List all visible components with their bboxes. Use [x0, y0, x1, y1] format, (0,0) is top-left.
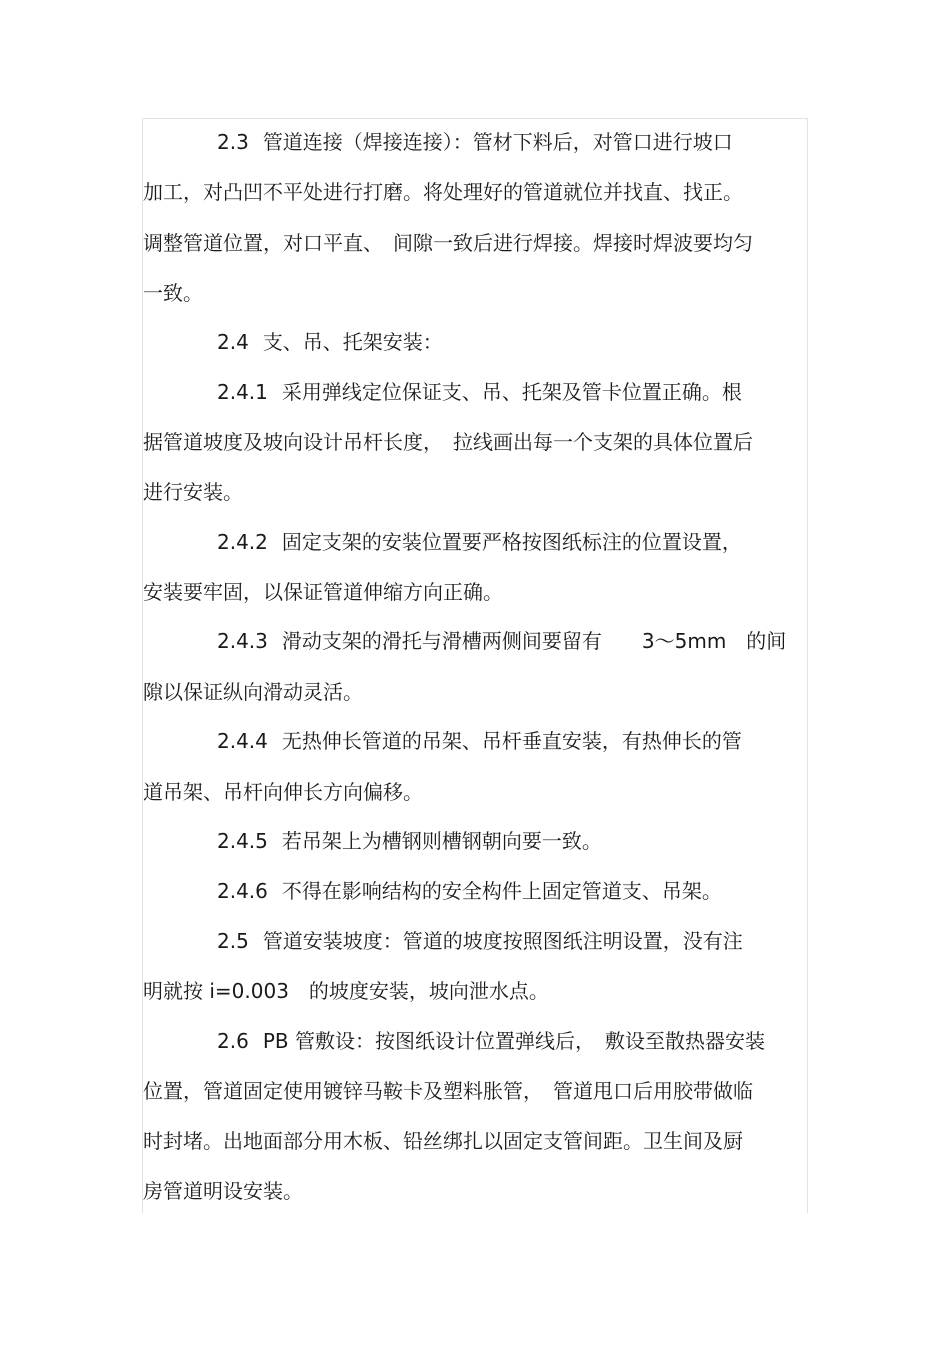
paragraph-2-4-5-line-1 [217, 826, 602, 856]
paragraph-2-3-line-1 [217, 127, 733, 157]
section-number: 2.4.3 [217, 629, 268, 653]
paragraph-text: 无热伸长管道的吊架、吊杆垂直安装，有热伸长的管 [281, 729, 742, 753]
paragraph-2-6-line-4: 房管道明设安装。 [143, 1179, 303, 1203]
paragraph-text: 管道安装坡度：管道的坡度按照图纸注明设置，没有注 [262, 929, 743, 953]
paragraph-2-4-3-line-2: 隙以保证纵向滑动灵活。 [143, 680, 363, 704]
paragraph-text: 不得在影响结构的安全构件上固定管道支、吊架。 [281, 879, 722, 903]
paragraph-text: PB 管敷设：按图纸设计位置弹线后， 敷设至散热器安装 [262, 1029, 765, 1053]
paragraph-2-5-line-2: 明就按 i=0.003 的坡度安装，坡向泄水点。 [143, 979, 549, 1003]
paragraph-2-4-1-line-1 [217, 377, 742, 407]
paragraph-text: 固定支架的安装位置要严格按图纸标注的位置设置， [281, 530, 742, 554]
section-number: 2.5 [217, 929, 249, 953]
paragraph-2-4-2-line-1 [217, 527, 742, 557]
section-number: 2.4 [217, 330, 249, 354]
paragraph-2-4-2-line-2: 安装要牢固，以保证管道伸缩方向正确。 [143, 580, 503, 604]
paragraph-2-4-1-line-3: 进行安装。 [143, 480, 243, 504]
paragraph-text: 采用弹线定位保证支、吊、托架及管卡位置正确。根 [281, 380, 742, 404]
paragraph-2-5-line-1 [217, 926, 743, 956]
section-number: 2.6 [217, 1029, 249, 1053]
paragraph-text: 滑动支架的滑托与滑槽两侧间要留有 3～5mm 的间 [281, 629, 787, 653]
paragraph-2-4-3-line-1 [217, 626, 786, 656]
paragraph-text: 支、吊、托架安装： [262, 330, 443, 354]
section-number: 2.4.1 [217, 380, 268, 404]
paragraph-2-6-line-3: 时封堵。出地面部分用木板、铅丝绑扎以固定支管间距。卫生间及厨 [143, 1129, 743, 1153]
paragraph-2-4-4-line-1 [217, 726, 742, 756]
paragraph-text: 管道连接（焊接连接）：管材下料后，对管口进行坡口 [262, 130, 733, 154]
paragraph-2-3-line-4: 一致。 [143, 281, 203, 305]
paragraph-2-3-line-2: 加工，对凸凹不平处进行打磨。将处理好的管道就位并找直、找正。 [143, 180, 743, 204]
section-number: 2.4.4 [217, 729, 268, 753]
section-number: 2.4.5 [217, 829, 268, 853]
paragraph-text: 若吊架上为槽钢则槽钢朝向要一致。 [281, 829, 602, 853]
paragraph-2-6-line-1 [217, 1026, 765, 1056]
section-number: 2.4.6 [217, 879, 268, 903]
section-number: 2.3 [217, 130, 249, 154]
paragraph-2-6-line-2: 位置，管道固定使用镀锌马鞍卡及塑料胀管， 管道甩口后用胶带做临 [143, 1079, 753, 1103]
paragraph-2-3-line-3: 调整管道位置，对口平直、 间隙一致后进行焊接。焊接时焊波要均匀 [143, 231, 753, 255]
section-number: 2.4.2 [217, 530, 268, 554]
paragraph-2-4-4-line-2: 道吊架、吊杆向伸长方向偏移。 [143, 780, 423, 804]
paragraph-2-4-1-line-2: 据管道坡度及坡向设计吊杆长度， 拉线画出每一个支架的具体位置后 [143, 430, 753, 454]
paragraph-2-4-line-1 [217, 327, 443, 357]
paragraph-2-4-6-line-1 [217, 876, 722, 906]
